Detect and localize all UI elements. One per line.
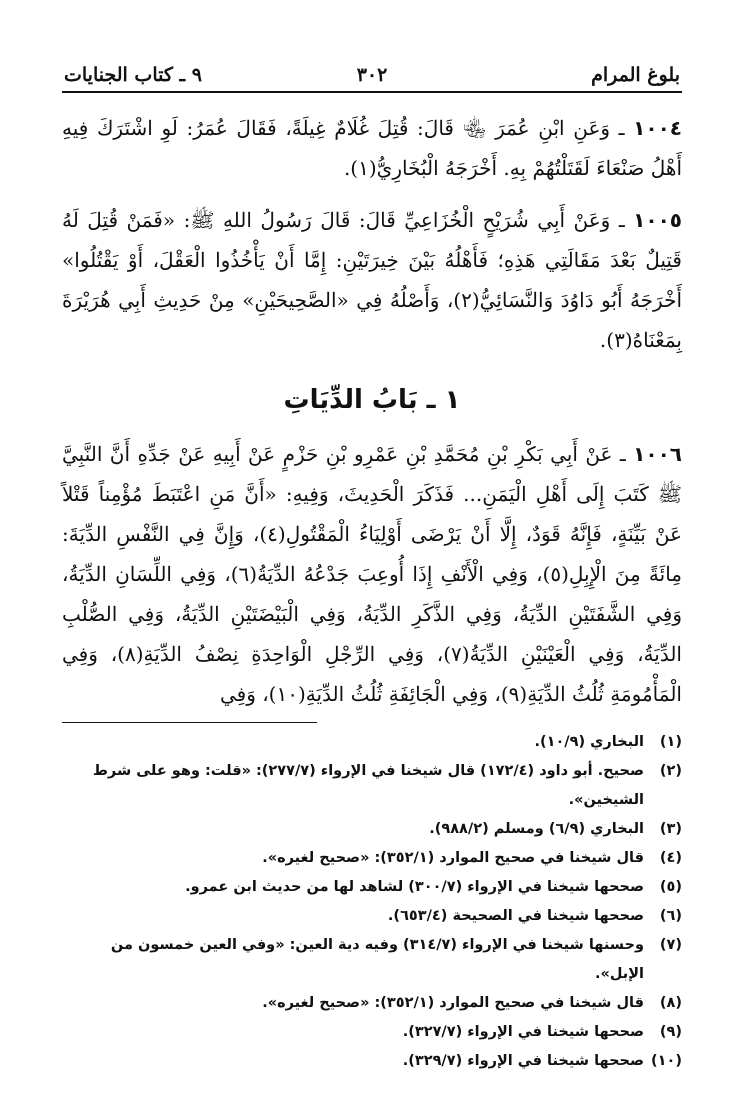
footnote [62, 1018, 682, 1047]
footnote [62, 902, 682, 931]
footnote-number: (٩) [659, 1024, 682, 1040]
chapter-heading: ١ ـ بَابُ الدِّيَاتِ [283, 385, 461, 415]
footnote-number: (٣) [659, 821, 682, 837]
footnote-number: (٨) [659, 995, 682, 1011]
footnote-number: (١) [659, 734, 682, 750]
footnote-text: البخاري (٦/٩) ومسلم (٩٨٨/٢). [429, 821, 644, 837]
footnote [62, 757, 682, 815]
hadith-number: ١٠٠٦ [633, 442, 682, 466]
hadith-1005 [62, 200, 682, 360]
page-header [62, 56, 682, 96]
book-title: بلوغ المرام [591, 64, 680, 86]
footnote [62, 1047, 682, 1076]
hadith-text: ـ عَنْ أَبِي بَكْرِ بْنِ مُحَمَّدِ بْنِ عَمْرِو بْنِ حَزْمٍ عَنْ أَبِيهِ عَنْ جَدِّهِ أَنَّ النَّبِيَّ ﷺ كَتَبَ إِلَى أَهْلِ الْيَمَنِ... فَذَكَرَ الْحَدِيثَ، وَفِيهِ: «أَنَّ مَنِ اعْتَبَطَ مُؤْمِناً قَتْلاً عَنْ بَيِّنَةٍ، فَإِنَّهُ قَوَدٌ، إِلَّا أَنْ يَرْضَى أَوْلِيَاءُ الْمَقْتُولِ(٤)، وَإِنَّ فِي النَّفْسِ الدِّيَةَ: مِائَةً مِنَ الْإِبِلِ(٥)، وَفِي الْأَنْفِ إِذَا أُوعِبَ جَدْعُهُ الدِّيَةُ(٦)، وَفِي اللِّسَانِ الدِّيَةُ، وَفِي الشَّفَتَيْنِ الدِّيَةُ، وَفِي الذَّكَرِ الدِّيَةُ، وَفِي الْبَيْضَتَيْنِ الدِّيَةُ، وَفِي الصُّلْبِ الدِّيَةُ، وَفِي الْعَيْنَيْنِ الدِّيَةُ(٧)، وَفِي الرِّجْلِ الْوَاحِدَةِ نِصْفُ الدِّيَةِ(٨)، وَفِي الْمَأْمُومَةِ ثُلُثُ الدِّيَةِ(٩)، وَفِي الْجَائِفَةِ ثُلُثُ الدِّيَةِ(١٠)، وَفِي [62, 442, 683, 706]
hadith-number: ١٠٠٤ [633, 116, 682, 140]
footnote-text: صحيح. أبو داود (١٧٢/٤) قال شيخنا في الإرواء (٢٧٧/٧): «قلت: وهو على شرط الشيخين». [92, 763, 644, 808]
footnote [62, 931, 682, 989]
footnote-number: (٢) [659, 763, 682, 779]
footnote [62, 815, 682, 844]
header-rule [62, 91, 682, 93]
footnote-text: البخاري (١٠/٩). [534, 734, 644, 750]
footnote-number: (٤) [659, 850, 682, 866]
footnote-text: صححها شيخنا في الإرواء (٣٢٧/٧). [402, 1024, 644, 1040]
hadith-text: ـ وَعَنْ أَبِي شُرَيْحٍ الْخُزَاعِيِّ قَالَ: قَالَ رَسُولُ اللهِ ﷺ: «فَمَنْ قُتِلَ لَهُ قَتِيلٌ بَعْدَ مَقَالَتِي هَذِهِ؛ فَأَهْلُهُ بَيْنَ خِيرَتَيْنِ: إِمَّا أَنْ يَأْخُذُوا الْعَقْلَ، أَوْ يَقْتُلُوا» أَخْرَجَهُ أَبُو دَاوُدَ وَالنَّسَائِيُّ(٢)، وَأَصْلُهُ فِي «الصَّحِيحَيْنِ» مِنْ حَدِيثِ أَبِي هُرَيْرَةَ بِمَعْنَاهُ(٣). [62, 208, 682, 352]
hadith-1006 [62, 434, 682, 714]
main-text [62, 108, 682, 726]
footnote [62, 989, 682, 1018]
footnote-number: (١٠) [651, 1053, 682, 1069]
footnote-separator [62, 722, 317, 723]
footnote-number: (٧) [659, 937, 682, 953]
footnote [62, 873, 682, 902]
footnote [62, 844, 682, 873]
hadith-text: ـ وَعَنِ ابْنِ عُمَرَ ﵄ قَالَ: قُتِلَ غُلَامٌ غِيلَةً، فَقَالَ عُمَرُ: لَوِ اشْتَرَكَ فِيهِ أَهْلُ صَنْعَاءَ لَقَتَلْتُهُمْ بِهِ. أَخْرَجَهُ الْبُخَارِيُّ(١). [62, 116, 682, 180]
footnote-number: (٥) [659, 879, 682, 895]
footnote-text: قال شيخنا في صحيح الموارد (٣٥٢/١): «صحيح لغيره». [262, 995, 644, 1011]
book-page [62, 0, 682, 1118]
footnote-text: وحسنها شيخنا في الإرواء (٣١٤/٧) وفيه دية العين: «وفي العين خمسون من الإبل». [110, 937, 644, 982]
footnote-number: (٦) [659, 908, 682, 924]
footnote-text: قال شيخنا في صحيح الموارد (٣٥٢/١): «صحيح لغيره». [262, 850, 644, 866]
footnote-text: صححها شيخنا في الإرواء (٣٠٠/٧) لشاهد لها من حديث ابن عمرو. [185, 879, 644, 895]
footnotes-list [62, 728, 682, 1076]
footnote-text: صححها شيخنا في الصحيحة (٦٥٣/٤). [387, 908, 644, 924]
footnote-text: صححها شيخنا في الإرواء (٣٢٩/٧). [402, 1053, 644, 1069]
running-chapter-title: ٩ ـ كتاب الجنايات [64, 64, 202, 86]
page-number: ٣٠٢ [356, 64, 388, 86]
hadith-number: ١٠٠٥ [633, 208, 682, 232]
footnote [62, 728, 682, 757]
hadith-1004 [62, 108, 682, 188]
